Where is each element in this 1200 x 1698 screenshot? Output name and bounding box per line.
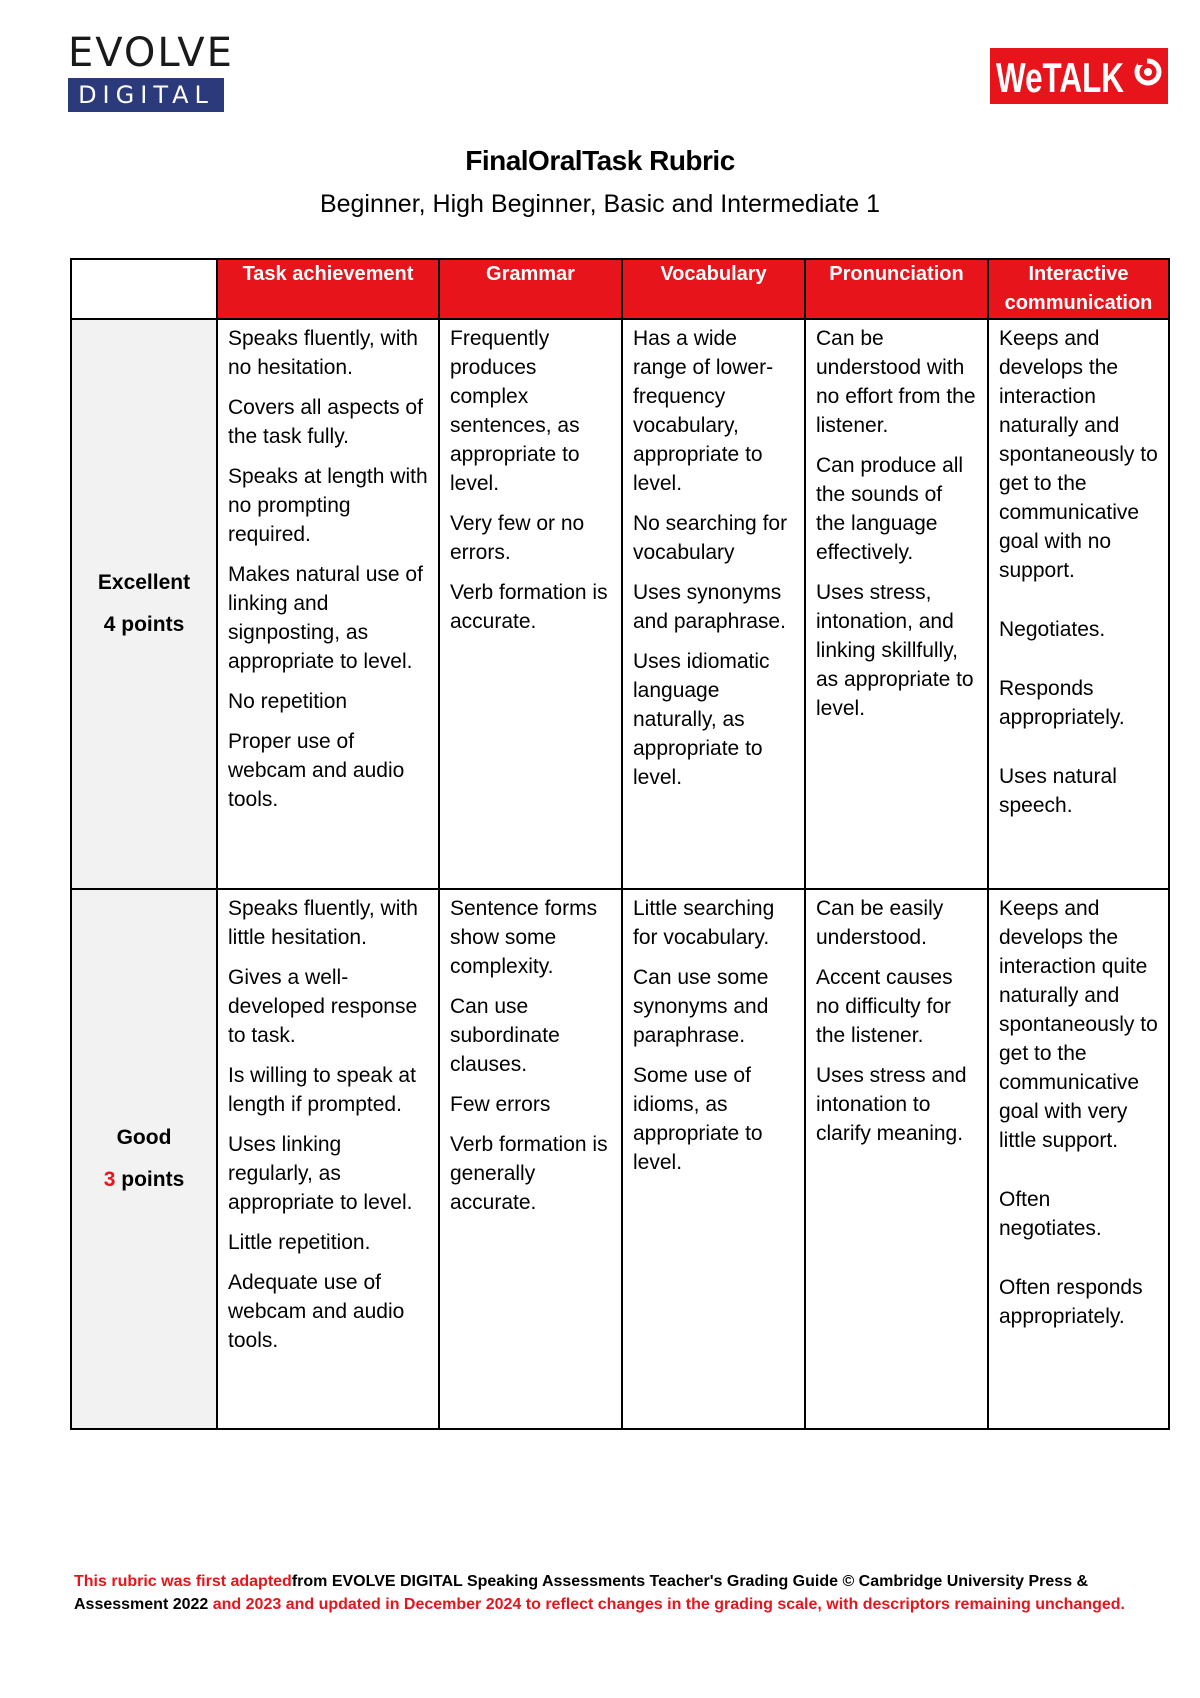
header-grammar: Grammar xyxy=(439,259,622,319)
rubric-table xyxy=(70,258,1170,1430)
descriptor: Some use of idioms, as appropriate to level. xyxy=(633,1064,763,1174)
descriptor: Uses idiomatic language naturally, as appropriate to level. xyxy=(633,650,770,789)
descriptor: Few errors xyxy=(450,1093,551,1116)
cell-pronunciation xyxy=(805,889,988,1429)
descriptor: Has a wide range of lower-frequency vocabulary, appropriate to level. xyxy=(633,327,774,495)
cell-grammar xyxy=(439,889,622,1429)
cell-vocabulary xyxy=(622,889,805,1429)
wetalk-logo-text: WeTALK xyxy=(996,54,1124,101)
descriptor: Is willing to speak at length if prompted. xyxy=(228,1064,416,1116)
footer-part-1: This rubric was first adapted xyxy=(74,1573,292,1590)
header-vocabulary: Vocabulary xyxy=(622,259,805,319)
descriptor: Can be understood with no effort from the listener. xyxy=(816,327,976,437)
footer-part-2: from EVOLVE DIGITAL Speaking Assessments Teacher's Grading Guide © Cambridge University Press & Assessment 2022 xyxy=(74,1573,1089,1613)
wetalk-logo xyxy=(990,48,1168,104)
row-label-good xyxy=(71,889,217,1429)
descriptor: Covers all aspects of the task fully. xyxy=(228,396,423,448)
header-interactive-communication: Interactive communication xyxy=(988,259,1169,319)
evolve-digital-logo xyxy=(68,30,234,112)
header-pronunciation: Pronunciation xyxy=(805,259,988,319)
level-name: Excellent xyxy=(97,571,191,594)
descriptor: Negotiates. xyxy=(999,618,1106,641)
descriptor: Very few or no errors. xyxy=(450,512,585,564)
descriptor: Can use subordinate clauses. xyxy=(450,995,560,1076)
cell-interactive-communication xyxy=(988,889,1169,1429)
cell-interactive-communication xyxy=(988,319,1169,889)
page-title: FinalOralTask Rubric xyxy=(465,145,735,176)
header-corner xyxy=(71,259,217,319)
descriptor: Gives a well-developed response to task. xyxy=(228,966,418,1047)
descriptor: Keeps and develops the interaction quite naturally and spontaneously to get to the communicative goal with very little support. xyxy=(999,897,1158,1152)
header-task-achievement: Task achievement xyxy=(217,259,439,319)
descriptor: Makes natural use of linking and signposting, as appropriate to level. xyxy=(228,563,423,673)
descriptor: Speaks at length with no prompting required. xyxy=(228,465,428,546)
descriptor: Responds appropriately. xyxy=(999,677,1125,729)
descriptor: Often responds appropriately. xyxy=(999,1276,1143,1328)
cell-vocabulary xyxy=(622,319,805,889)
descriptor: Uses stress and intonation to clarify meaning. xyxy=(816,1064,967,1145)
descriptor: Uses linking regularly, as appropriate to level. xyxy=(228,1133,413,1214)
table-row-excellent xyxy=(71,319,1169,889)
descriptor: Little repetition. xyxy=(228,1231,371,1254)
descriptor: Uses synonyms and paraphrase. xyxy=(633,581,786,633)
descriptor: Speaks fluently, with little hesitation. xyxy=(228,897,418,949)
digital-logo-bar: DIGITAL xyxy=(68,78,224,112)
descriptor: Proper use of webcam and audio tools. xyxy=(228,730,405,811)
descriptor: Adequate use of webcam and audio tools. xyxy=(228,1271,405,1352)
level-name: Good xyxy=(116,1126,172,1149)
cell-task-achievement xyxy=(217,319,439,889)
descriptor: Often negotiates. xyxy=(999,1188,1102,1240)
cell-task-achievement xyxy=(217,889,439,1429)
row-label-excellent xyxy=(71,319,217,889)
descriptor: No searching for vocabulary xyxy=(633,512,788,564)
header-row xyxy=(71,259,1169,319)
descriptor: Little searching for vocabulary. xyxy=(633,897,775,949)
descriptor: Can use some synonyms and paraphrase. xyxy=(633,966,769,1047)
descriptor: Can produce all the sounds of the language effectively. xyxy=(816,454,964,564)
descriptor: Frequently produces complex sentences, as appropriate to level. xyxy=(450,327,580,495)
table-row-good xyxy=(71,889,1169,1429)
level-points: 3 points xyxy=(103,1168,185,1191)
descriptor: Speaks fluently, with no hesitation. xyxy=(228,327,418,379)
descriptor: Uses natural speech. xyxy=(999,765,1117,817)
descriptor: Verb formation is accurate. xyxy=(450,581,608,633)
evolve-logo-word: EVOLVE xyxy=(68,30,234,76)
descriptor: Sentence forms show some complexity. xyxy=(450,897,598,978)
descriptor: Verb formation is generally accurate. xyxy=(450,1133,608,1214)
page-subtitle: Beginner, High Beginner, Basic and Intermediate 1 xyxy=(319,190,881,218)
descriptor: Keeps and develops the interaction naturally and spontaneously to get to the communicative goal with no support. xyxy=(999,327,1158,582)
descriptor: Accent causes no difficulty for the listener. xyxy=(816,966,953,1047)
footer-note xyxy=(74,1570,1134,1616)
cell-pronunciation xyxy=(805,319,988,889)
descriptor: Uses stress, intonation, and linking skillfully, as appropriate to level. xyxy=(816,581,974,720)
descriptor: No repetition xyxy=(228,690,348,713)
level-points: 4 points xyxy=(103,613,185,636)
cell-grammar xyxy=(439,319,622,889)
descriptor: Can be easily understood. xyxy=(816,897,944,949)
footer-part-3: and 2023 and updated in December 2024 to reflect changes in the grading scale, with descriptors remaining unchanged. xyxy=(208,1596,1125,1613)
